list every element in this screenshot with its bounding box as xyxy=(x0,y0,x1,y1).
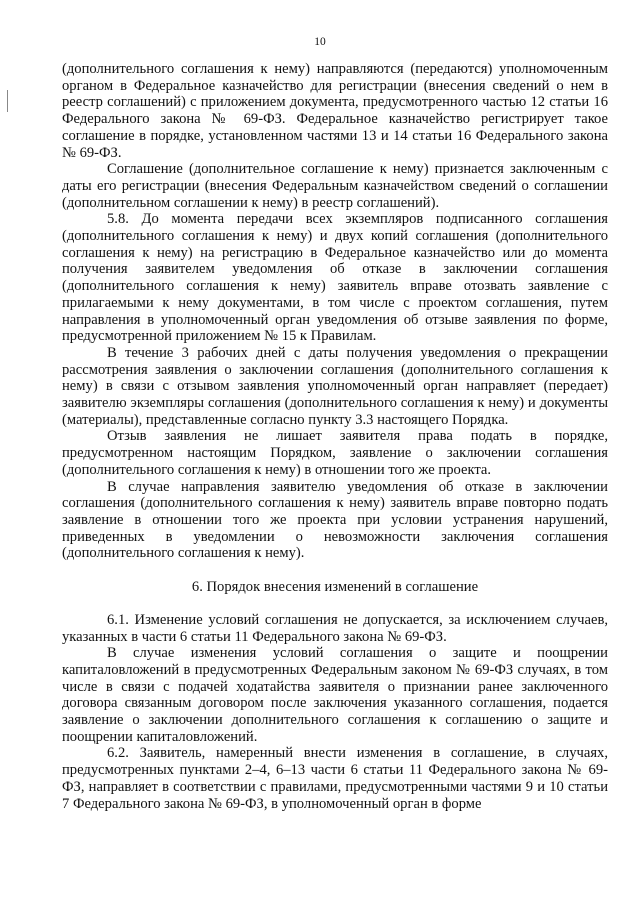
paragraph-change-conditions: В случае изменения условий соглашения о защите и поощрении капиталовложений в предусмотренных Федеральным законом № 69-ФЗ случаях, в том числе в связи с подачей ходатайства заявителя о признании ранее заключенного договора связанным договором после заключения указанного соглашения, подается заявление о заключении дополнительного соглашения к соглашению о защите и поощрении капиталовложений. xyxy=(62,645,608,745)
page-number: 10 xyxy=(314,36,326,48)
paragraph-within-3-days: В течение 3 рабочих дней с даты получения уведомления о прекращении рассмотрения заявления о заключении соглашения (дополнительного соглашения к нему) в связи с отзывом заявления уполномоченный орган направляет (передает) заявителю экземпляры соглашения (дополнительного соглашения к нему) и документы (материалы), представленные согласно пункту 3.3 настоящего Порядка. xyxy=(62,344,608,428)
paragraph-6-1: 6.1. Изменение условий соглашения не допускается, за исключением случаев, указанных в части 6 статьи 11 Федерального закона № 69-ФЗ. xyxy=(62,611,608,645)
paragraph-refusal-case: В случае направления заявителю уведомления об отказе в заключении соглашения (дополнительного соглашения к нему) заявитель вправе повторно подать заявление в отношении того же проекта при условии устранения нарушений, приведенных в уведомлении о невозможности заключения соглашения (дополнительного соглашения к нему). xyxy=(62,478,608,562)
paragraph-6-2: 6.2. Заявитель, намеренный внести изменения в соглашение, в случаях, предусмотренных пунктами 2–4, 6–13 части 6 статьи 11 Федерального закона № 69-ФЗ, направляет в соответствии с правилами, предусмотренными частями 9 и 10 статьи 7 Федерального закона № 69-ФЗ, в уполномоченный орган в форме xyxy=(62,745,608,812)
paragraph-withdrawal: Отзыв заявления не лишает заявителя права подать в порядке, предусмотренном настоящим Порядком, заявление о заключении соглашения (дополнительного соглашения к нему) в отношении того же проекта. xyxy=(62,428,608,478)
section-heading: 6. Порядок внесения изменений в соглашение xyxy=(191,579,479,596)
margin-scan-mark xyxy=(7,90,8,112)
paragraph-5-8: 5.8. До момента передачи всех экземпляров подписанного соглашения (дополнительного соглашения к нему) и двух копий соглашения (дополнительного соглашения к нему) на регистрацию в Федеральное казначейство или до момента получения заявителем уведомления об отказе в заключении соглашения (дополнительного соглашения к нему) заявитель вправе отозвать заявление с прилагаемыми к нему документами, в том числе с проектом соглашения, путем направления в уполномоченный орган уведомления об отзыве заявления по форме, предусмотренной приложением № 15 к Правилам. xyxy=(62,211,608,345)
document-body xyxy=(62,61,608,812)
paragraph-agreement-concluded: Соглашение (дополнительное соглашение к нему) признается заключенным с даты его регистрации (внесения Федеральным казначейством сведений о соглашении (дополнительном соглашении к нему) в реестр соглашений). xyxy=(62,161,608,211)
paragraph-continuation: (дополнительного соглашения к нему) направляются (передаются) уполномоченным органом в Федеральное казначейство для регистрации (внесения сведений о нем в реестр соглашений) с приложением документа, предусмотренного частью 12 статьи 16 Федерального закона № 69-ФЗ. Федеральное казначейство регистрирует такое соглашение в порядке, установленном частями 13 и 14 статьи 16 Федерального закона № 69-ФЗ. xyxy=(62,61,608,161)
